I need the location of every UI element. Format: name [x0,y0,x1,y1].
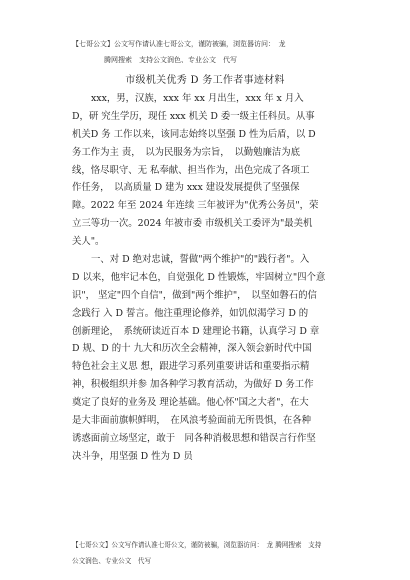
body-line: 诱惑面前立场坚定，敢于 同各种消极思想和错误言行作坚 [72,432,316,444]
body-line: D 规、D 的十 九大和历次全会精神，深入领会新时代中国 [72,343,312,355]
body-line: D 以来，他牢记本色，自觉强化 D 性锻炼，牢固树立"四个意 [72,271,326,283]
header-watermark-line-1: 【七哥公文】公文写作请认准七哥公文，谨防被骗，浏览器访问： 龙 [72,40,286,48]
body-line: 立三等功一次。2024 年被市委 市级机关工委评为"最美机 [72,218,313,230]
document-title: 市级机关优秀 D 务工作者事迹材料 [125,75,285,86]
body-line: 创新理论， 系统研读近百本 D 建理论书籍，认真学习 D 章 [72,325,320,337]
body-line: xxx，男，汉族，xxx 年 xx 月出生，xxx 年 x 月入 [91,93,304,104]
body-line: 机关D 务 工作以来，该同志始终以坚强 D 性为后盾，以 D [72,128,316,140]
document-body [72,90,344,466]
footer-watermark-line-2: 公文润色、专业公文 代写 [72,557,152,565]
body-line: 务工作为主 责， 以为民服务为宗旨， 以勤勉廉洁为底 [72,146,300,158]
body-line: 作任务， 以高质量 D 建为 xxx 建设发展提供了坚强保 [72,182,300,194]
body-line: 线，恪尽职守、无 私奉献、担当作为，出色完成了各项工 [72,164,310,176]
body-line: 决斗争，用坚强 D 性为 D 员 [72,450,193,462]
body-line: 是大非面前旗帜鲜明， 在风浪考验面前无所畏惧，在各种 [72,415,312,427]
body-line: 识"， 坚定"四个自信"，做到"两个维护"， 以坚如磐石的信 [72,289,317,301]
body-line: D，研 究生学历，现任 xxx 机关 D 委一级主任科员。从事 [72,110,315,122]
body-line: 关人"。 [72,236,105,248]
body-line: 特色社会主义思 想，跟进学习系列重要讲话和重要指示精 [72,361,310,373]
body-line: 奠定了良好的业务及 理论基础。他心怀"国之大者"，在大 [72,397,309,409]
body-line: 障。2022 年至 2024 年连续 三年被评为"优秀公务员"，荣 [72,200,319,212]
header-watermark-line-2: 腾网搜索 支持公文润色、专业公文 代写 [104,56,237,64]
footer-watermark-line-1: 【七哥公文】公文写作请认准七哥公文，谨防被骗，浏览器访问： 龙 腾网搜索 支持 [72,541,322,549]
body-line: 念践行 入 D 誓言。他注重理论修养，如饥似渴学习 D 的 [72,307,309,319]
body-line: 神，积极组织并参 加各种学习教育活动，为做好 D 务工作 [72,379,314,391]
body-line: 一、对 D 绝对忠诚，誓做"两个维护"的"践行者"。入 [91,254,310,266]
